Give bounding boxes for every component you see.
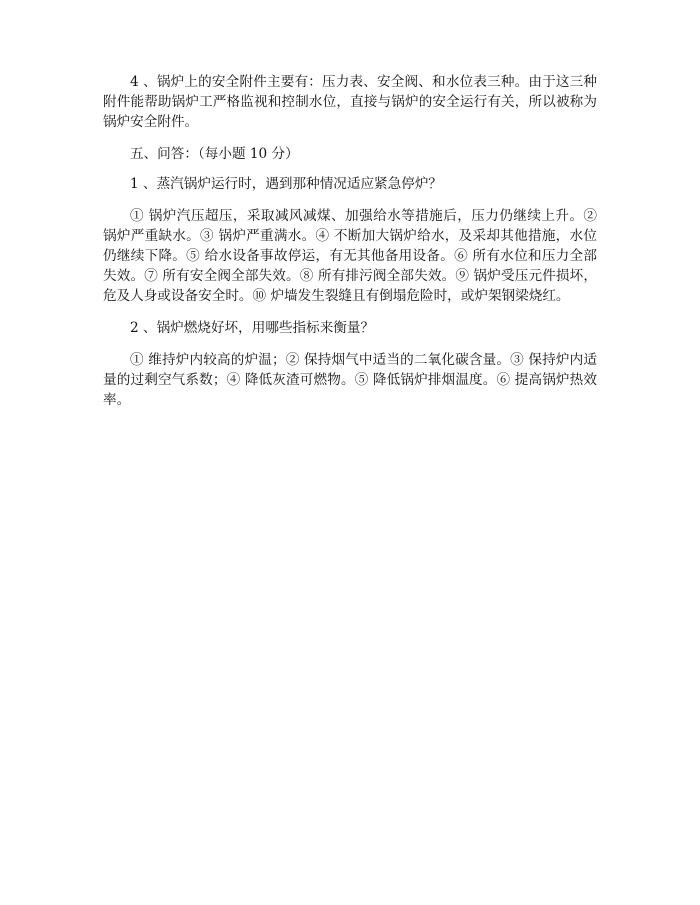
- answer-1: ① 锅炉汽压超压，采取减风减煤、加强给水等措施后，压力仍继续上升。② 锅炉严重缺水。③ 锅炉严重满水。④ 不断加大锅炉给水，及采却其他措施，水位仍继续下降。⑤ 给水设备事故停运，有无其他备用设备。⑥ 所有水位和压力全部失效。⑦ 所有安全阀全部失效。⑧ 所有排污阀全部失效。⑨ 锅炉受压元件损坏，危及人身或设备安全时。⑩ 炉墙发生裂缝且有倒塌危险时，或炉架钢梁烧红。: [103, 208, 597, 304]
- document-body: [103, 72, 597, 422]
- question-1: 1 、蒸汽锅炉运行时，遇到那种情况适应紧急停炉？: [130, 176, 443, 192]
- section-heading-qa: 五、问答：（每小题 10 分）: [130, 146, 299, 162]
- question-2: 2 、锅炉燃烧好坏，用哪些指标来衡量？: [130, 320, 375, 336]
- paragraph-safety-accessories: 4 、锅炉上的安全附件主要有：压力表、安全阀、和水位表三种。由于这三种附件能帮助锅炉工严格监视和控制水位，直接与锅炉的安全运行有关，所以被称为锅炉安全附件。: [103, 74, 597, 130]
- answer-2: ① 维持炉内较高的炉温；② 保持烟气中适当的二氧化碳含量。③ 保持炉内适量的过剩空气系数；④ 降低灰渣可燃物。⑤ 降低锅炉排烟温度。⑥ 提高锅炉热效率。: [103, 352, 597, 408]
